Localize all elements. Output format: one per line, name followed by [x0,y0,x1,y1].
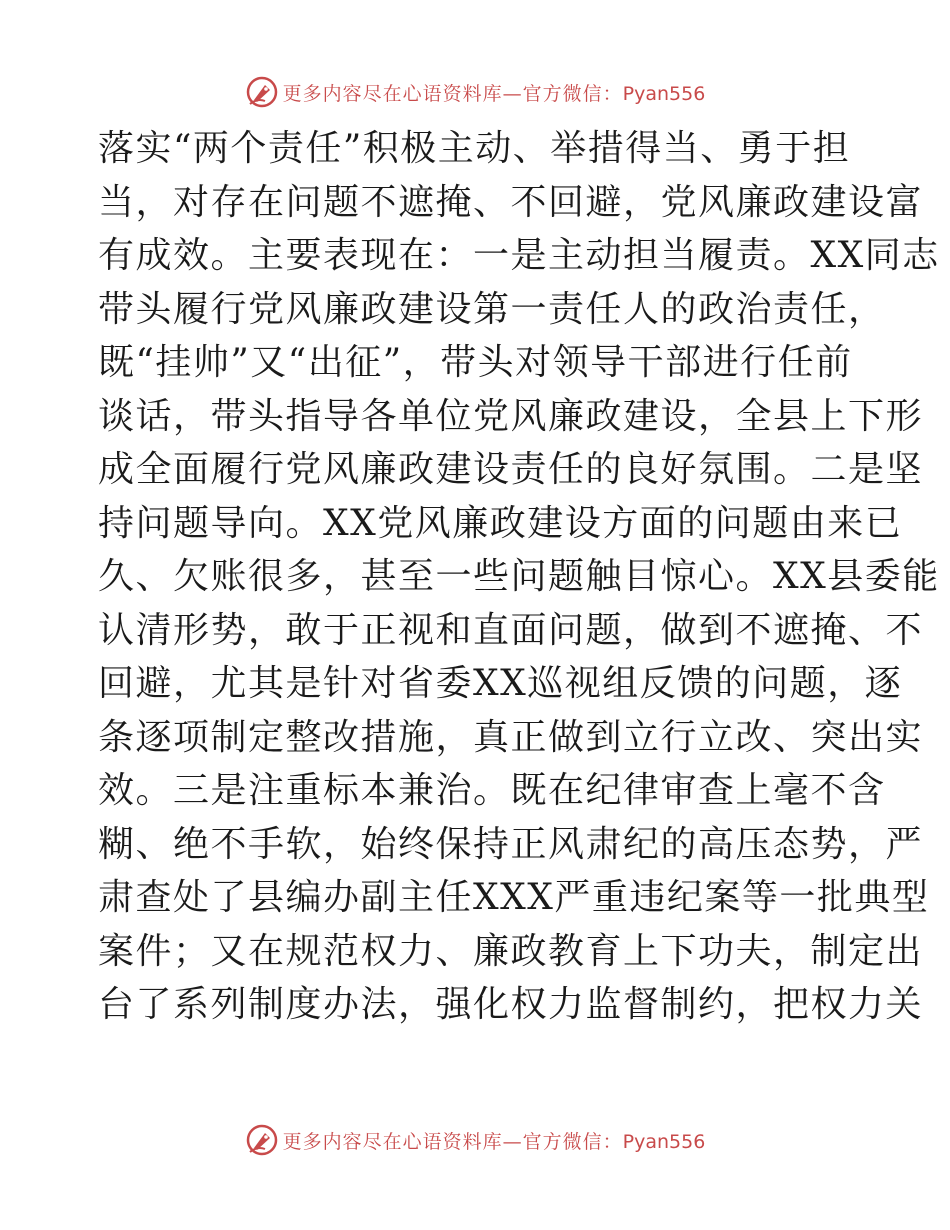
watermark-text: 更多内容尽在心语资料库—官方微信：Pyan556 [282,1130,706,1153]
text-line: 条逐项制定整改措施，真正做到立行立改、突出实 [98,716,924,758]
text-line: 持问题导向。XX党风廉政建设方面的问题由来已 [98,502,903,544]
text-line: 认清形势，敢于正视和直面问题，做到不遮掩、不 [98,609,924,651]
text-line: 台了系列制度办法，强化权力监督制约，把权力关 [98,984,924,1025]
text-line: 肃查处了县编办副主任XXX严重违纪案等一批典型 [98,877,930,918]
text-line: 效。三是注重标本兼治。既在纪律审查上毫不含 [98,770,886,811]
text-line: 回避，尤其是针对省委XX巡视组反馈的问题，逐 [98,663,903,704]
document-body [98,122,940,1032]
pen-nib-logo-icon [245,75,279,109]
text-line: 有成效。主要表现在：一是主动担当履责。XX同志 [98,235,940,276]
text-line: 成全面履行党风廉政建设责任的良好氛围。二是坚 [98,449,924,490]
text-line: 久、欠账很多，甚至一些问题触目惊心。XX县委能 [98,556,940,597]
text-line: 糊、绝不手软，始终保持正风肃纪的高压态势，严 [98,823,924,865]
watermark-text: 更多内容尽在心语资料库—官方微信：Pyan556 [282,82,706,105]
text-line: 带头履行党风廉政建设第一责任人的政治责任， [98,288,886,330]
header-watermark [0,72,950,112]
text-line: 谈话，带头指导各单位党风廉政建设，全县上下形 [98,395,924,437]
text-line: 落实“两个责任”积极主动、举措得当、勇于担 [98,128,851,169]
footer-watermark [0,1120,950,1160]
text-line: 既“挂帅”又“出征”，带头对领导干部进行任前 [98,342,853,383]
watermark-handle: Pyan556 [622,82,706,105]
pen-nib-logo-icon [245,1123,279,1157]
text-line: 当，对存在问题不遮掩、不回避，党风廉政建设富 [98,181,924,223]
text-line: 案件；又在规范权力、廉政教育上下功夫，制定出 [98,930,924,972]
watermark-handle: Pyan556 [622,1130,706,1153]
